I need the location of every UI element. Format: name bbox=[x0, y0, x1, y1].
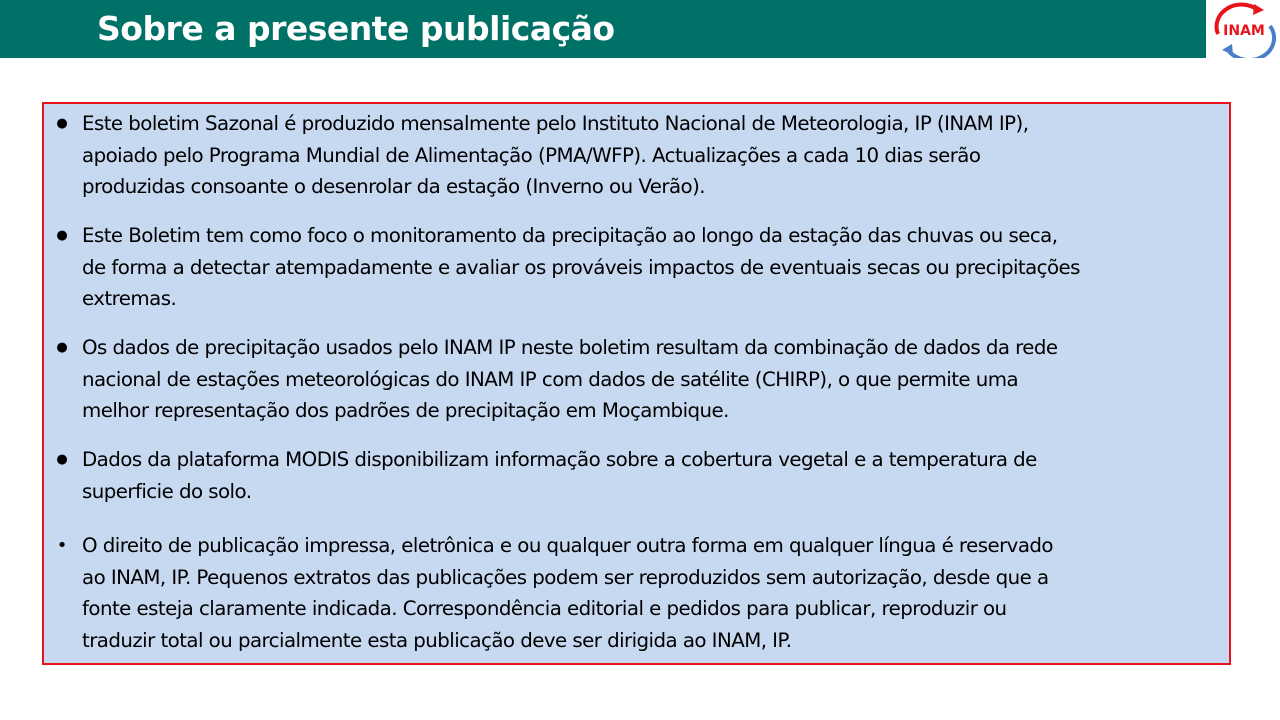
item-text: Este boletim Sazonal é produzido mensalmente pelo Instituto Nacional de Meteorologia, IP (INAM IP), apoiado pelo Programa Mundial de Alimentação (PMA/WFP). Actualizações a cada 10 dias serão produzidas consoante o desenrolar da estação (Inverno ou Verão). bbox=[82, 112, 1029, 198]
bullet-icon: ● bbox=[56, 340, 68, 355]
item-text: Este Boletim tem como foco o monitoramento da precipitação ao longo da estação das chuvas ou seca, de forma a detectar atempadamente e avaliar os prováveis impactos de eventuais secas ou precipitações extremas. bbox=[82, 224, 1080, 310]
bullet-icon: • bbox=[56, 535, 68, 556]
item-text: O direito de publicação impressa, eletrônica e ou qualquer outra forma em qualquer língua é reservado ao INAM, IP. Pequenos extratos das publicações podem ser reproduzidos sem autorização, desde que a fonte esteja claramente indicada. Correspondência editorial e pedidos para publicar, reproduzir ou traduzir total ou parcialmente esta publicação deve ser dirigida ao INAM, IP. bbox=[82, 534, 1053, 652]
item-text: Os dados de precipitação usados pelo INAM IP neste boletim resultam da combinação de dados da rede nacional de estações meteorológicas do INAM IP com dados de satélite (CHIRP), o que permite uma melhor representação dos padrões de precipitação em Moçambique. bbox=[82, 336, 1058, 422]
logo-text: INAM bbox=[1223, 23, 1265, 39]
publication-info-box bbox=[42, 102, 1231, 665]
item-text: Dados da plataforma MODIS disponibilizam informação sobre a cobertura vegetal e a temperatura de superficie do solo. bbox=[82, 448, 1037, 503]
bullet-icon: ● bbox=[56, 452, 68, 467]
header-bar bbox=[0, 0, 1280, 58]
bullet-icon: ● bbox=[56, 228, 68, 243]
inam-logo bbox=[1206, 0, 1280, 58]
page-title: Sobre a presente publicação bbox=[97, 9, 615, 48]
bullet-icon: ● bbox=[56, 116, 68, 131]
